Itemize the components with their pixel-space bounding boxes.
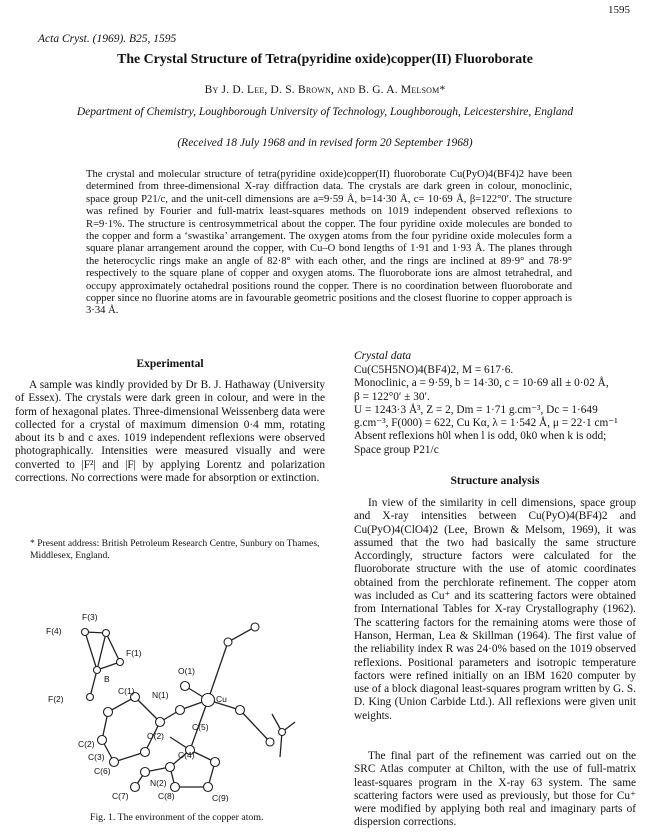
experimental-text: A sample was kindly provided by Dr B. J. Hathaway (University of Essex). The crystals were dark green in colour, and were in the form of hexagonal plates. Three-dimensional Weissenberg data were collected for a crystal of maximum dimension 0·4 mm, rotating about its b and c axes. 1019 independent reflexions were observed photographically. Intensities were measured visually and were converted to |F²| and |F| by applying Lorentz and polarization corrections. No corrections were made for absorption or extinction. (15, 379, 325, 485)
label-F2: F(2) (48, 694, 64, 704)
copper-environment-figure (40, 582, 300, 802)
atom-markers (82, 623, 286, 792)
crystal-data-line: Cu(C5H5NO)4(BF4)2, M = 617·6. (354, 364, 514, 376)
author-line: By J. D. Lee, D. S. Brown, and B. G. A. Melsom* (204, 84, 446, 96)
figure-caption: Fig. 1. The environment of the copper atom. (90, 812, 264, 823)
label-N1: N(1) (152, 690, 169, 700)
received-date: (Received 18 July 1968 and in revised form 20 September 1968) (177, 137, 473, 149)
crystal-data-line: β = 122°0′ ± 30′. (354, 390, 430, 403)
crystal-data-line: Space group P21/c (354, 443, 439, 456)
footnote: * Present address: British Petroleum Research Centre, Sunbury on Thames, Middlesex, England. (30, 538, 320, 561)
label-C1: C(1) (118, 686, 135, 696)
label-N2: N(2) (150, 778, 167, 788)
label-B: B (104, 674, 110, 684)
label-C6: C(6) (94, 766, 111, 776)
crystal-data-line: g.cm⁻³, F(000) = 622, Cu Kα, λ = 1·542 Å, μ = 22·1 cm⁻¹ (354, 417, 618, 430)
experimental-heading: Experimental (136, 358, 204, 370)
abstract: The crystal and molecular structure of tetra(pyridine oxide)copper(II) fluoroborate Cu(PyO)4(BF4)2 have been determined from three-dimensional X-ray diffraction data. The crystals are dark green in colour, monoclinic, space group P21/c, and the unit-cell dimensions are a=9·59 Å, b=14·30 Å, c= 10·69 Å, β=122°0′. The structure was refined by Fourier and full-matrix least-squares methods on 1019 independent observed reflexions to R=9·1%. The structure is centrosymmetrical about the copper. The four pyridine oxide molecules are bonded to the copper and form a ‘swastika’ arrangement. The oxygen atoms from the four pyridine oxide molecules form a square planar arrangement around the copper, with Cu–O bond lengths of 1·91 and 1·93 Å. The planes through the heterocyclic rings make an angle of 82·8° with each other, and the rings are inclined at 89·9° and 78·9° respectively to the square plane of copper and oxygen atoms. The fluoroborate ions are almost tetrahedral, and occupy approximately octahedral positions round the copper. There is no coordination between fluoroborate and copper since no fluorine atoms are in favourable geometric positions and the closest fluorine to copper approach is 3·34 Å. (86, 169, 572, 317)
label-C2: C(2) (78, 739, 95, 749)
label-O2: O(2) (147, 731, 164, 741)
label-O1: O(1) (178, 666, 195, 676)
affiliation: Department of Chemistry, Loughborough University of Technology, Loughborough, Leicestershire, England (76, 106, 574, 118)
label-C3: C(3) (88, 752, 105, 762)
page-number: 1595 (608, 4, 630, 16)
label-F3: F(3) (82, 612, 98, 622)
crystal-data-block (354, 364, 636, 457)
label-F4: F(4) (46, 626, 62, 636)
structure-analysis-para-1: In view of the similarity in cell dimensions, space group and X-ray intensities between Cu(PyO)4(BF4)2 and Cu(PyO)4(ClO4)2 (Lee, Brown & Melsom, 1969), it was assumed that the two had basically the same structure Accordingly, structure factors were calculated for the fluoroborate structure with the use of atomic coordinates obtained from the perchlorate refinement. The copper atom was included as Cu⁺ and its scattering factors were obtained from International Tables for X-ray Crystallography (1962). The scattering factors for the remaining atoms were those of Hanson, Herman, Lea & Skillman (1964). The first value of the reliability index R was 24·0% based on the 1019 observed reflexions. Positional parameters and isotropic temperature factors were refined initially on an IBM 1620 computer by use of a block diagonal least-squares program written by G. S. D. King (Union Carbide Ltd.). All reflexions were given unit weights. (354, 497, 636, 722)
label-C5: C(5) (192, 722, 209, 732)
crystal-data-heading: Crystal data (354, 350, 412, 362)
label-F1: F(1) (126, 648, 142, 658)
label-C9: C(9) (212, 793, 229, 802)
journal-reference: Acta Cryst. (1969). B25, 1595 (38, 33, 177, 45)
structure-analysis-para-2: The final part of the refinement was carried out on the SRC Atlas computer at Chilton, with the use of full-matrix least-squares program in the X-ray 63 system. The same scattering factors were used as previously, but those for Cu⁺ were modified by applying both real and imaginary parts of dispersion corrections. (354, 750, 636, 829)
label-C8: C(8) (158, 791, 175, 801)
label-Cu: Cu (216, 694, 227, 704)
crystal-data-line: U = 1243·3 Å³, Z = 2, Dm = 1·71 g.cm⁻³, Dc = 1·649 (354, 403, 598, 416)
structure-analysis-heading: Structure analysis (450, 475, 540, 487)
crystal-data-line: Absent reflexions h0l when l is odd, 0k0 when k is odd; (354, 430, 607, 443)
paper-title: The Crystal Structure of Tetra(pyridine oxide)copper(II) Fluoroborate (117, 51, 533, 66)
label-C7: C(7) (112, 791, 129, 801)
label-C4: C(4) (178, 750, 195, 760)
crystal-data-line: Monoclinic, a = 9·59, b = 14·30, c = 10·69 all ± 0·02 Å, (354, 377, 609, 390)
